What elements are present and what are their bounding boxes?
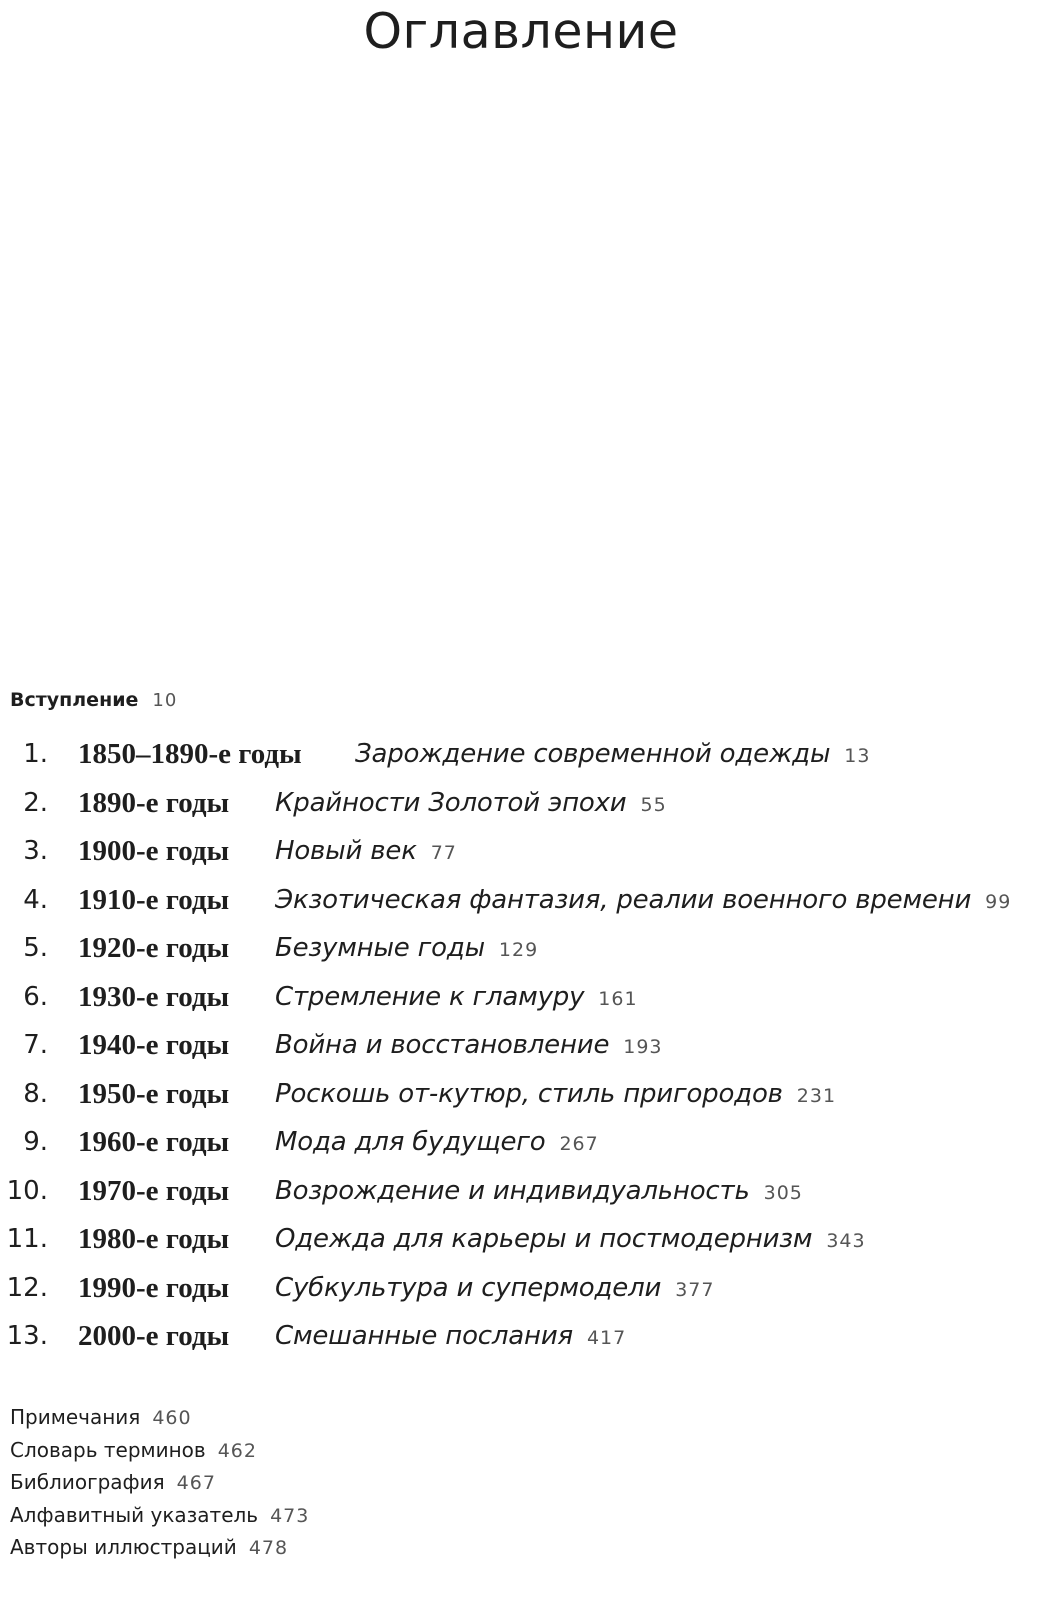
backmatter-label: Алфавитный указатель: [10, 1502, 259, 1527]
chapter-decade: 1920-е годы: [78, 932, 230, 964]
toc-entry-index[interactable]: [10, 1502, 309, 1535]
toc-entry-glossary[interactable]: [10, 1437, 309, 1470]
chapter-page-number: 13: [844, 745, 871, 767]
chapter-title: Новый век: [275, 836, 417, 866]
backmatter-page-number: 478: [248, 1537, 289, 1559]
chapter-number: 1.: [23, 739, 48, 769]
chapter-item[interactable]: [0, 829, 1042, 878]
backmatter-label: Словарь терминов: [10, 1437, 206, 1462]
chapter-number: 12.: [6, 1272, 48, 1303]
chapter-title: Мода для будущего: [275, 1127, 546, 1157]
chapter-title: Возрождение и индивидуальность: [275, 1175, 750, 1206]
chapter-item[interactable]: [0, 1120, 1042, 1169]
toc-entry-picture-credits[interactable]: [10, 1534, 309, 1567]
backmatter-page-number: 460: [152, 1407, 192, 1429]
chapter-title: Экзотическая фантазия, реалии военного времени: [275, 884, 972, 915]
chapter-item[interactable]: [0, 1023, 1042, 1072]
chapter-page-number: 161: [598, 987, 638, 1010]
chapter-title: Субкультура и супермодели: [275, 1272, 662, 1303]
chapter-number: 8.: [23, 1078, 48, 1109]
chapter-title: Безумные годы: [275, 933, 485, 963]
chapter-page-number: 377: [675, 1278, 715, 1301]
chapter-number: 6.: [23, 981, 48, 1012]
chapter-decade: 1930-е годы: [78, 980, 230, 1013]
chapter-page-number: 343: [826, 1230, 866, 1252]
chapter-item[interactable]: [0, 781, 1042, 830]
backmatter-page-number: 473: [270, 1504, 310, 1527]
chapter-title: Стремление к гламуру: [275, 981, 585, 1012]
chapter-title: Зарождение современной одежды: [355, 739, 831, 769]
chapter-title: Война и восстановление: [275, 1030, 610, 1060]
backmatter-page-number: 462: [217, 1439, 257, 1462]
chapter-decade: 1890-е годы: [78, 786, 230, 819]
chapter-page-number: 99: [985, 890, 1012, 913]
chapter-page-number: 231: [796, 1084, 837, 1107]
chapter-item[interactable]: [0, 732, 1042, 781]
intro-label: Вступление: [10, 689, 139, 711]
chapter-number: 9.: [23, 1127, 48, 1157]
toc-entry-bibliography[interactable]: [10, 1469, 309, 1502]
chapter-number: 2.: [23, 787, 48, 818]
chapter-decade: 2000-е годы: [78, 1320, 230, 1352]
chapter-item[interactable]: [0, 1217, 1042, 1266]
chapter-title: Крайности Золотой эпохи: [275, 787, 627, 818]
chapter-decade: 1900-е годы: [78, 835, 230, 867]
chapter-item[interactable]: [0, 1169, 1042, 1218]
intro-page-number: 10: [152, 690, 178, 711]
chapter-decade: 1970-е годы: [78, 1174, 230, 1207]
backmatter-list: [10, 1404, 309, 1567]
chapter-title: Одежда для карьеры и постмодернизм: [275, 1224, 813, 1254]
chapter-number: 4.: [23, 884, 48, 915]
chapter-number: 11.: [6, 1224, 48, 1254]
chapter-number: 3.: [23, 836, 48, 866]
chapter-page-number: 77: [430, 842, 457, 864]
backmatter-label: Примечания: [10, 1405, 141, 1429]
chapter-item[interactable]: [0, 1314, 1042, 1363]
chapter-page-number: 129: [498, 939, 539, 961]
chapter-decade: 1980-е годы: [78, 1223, 230, 1255]
chapter-list: [0, 732, 1042, 1363]
chapter-number: 5.: [23, 933, 48, 963]
chapter-decade: 1990-е годы: [78, 1271, 230, 1304]
chapter-decade: 1850–1890-е годы: [78, 738, 302, 770]
chapter-page-number: 305: [763, 1181, 803, 1204]
backmatter-page-number: 467: [176, 1472, 216, 1494]
page-title: Оглавление: [363, 3, 679, 60]
backmatter-label: Библиография: [10, 1470, 165, 1494]
chapter-decade: 1940-е годы: [78, 1029, 230, 1061]
chapter-decade: 1950-е годы: [78, 1077, 230, 1110]
chapter-item[interactable]: [0, 1266, 1042, 1315]
chapter-page-number: 267: [559, 1133, 599, 1155]
chapter-page-number: 193: [623, 1036, 663, 1058]
chapter-item[interactable]: [0, 926, 1042, 975]
chapter-number: 13.: [6, 1321, 48, 1351]
backmatter-label: Авторы иллюстраций: [10, 1535, 237, 1559]
chapter-item[interactable]: [0, 975, 1042, 1024]
chapter-title: Смешанные послания: [275, 1321, 573, 1351]
chapter-decade: 1910-е годы: [78, 883, 230, 916]
toc-entry-notes[interactable]: [10, 1404, 309, 1437]
chapter-item[interactable]: [0, 878, 1042, 927]
chapter-title: Роскошь от-кутюр, стиль пригородов: [275, 1078, 783, 1109]
toc-entry-introduction[interactable]: [10, 688, 177, 713]
chapter-page-number: 417: [586, 1327, 627, 1349]
chapter-decade: 1960-е годы: [78, 1126, 230, 1158]
chapter-number: 10.: [6, 1175, 48, 1206]
chapter-number: 7.: [23, 1030, 48, 1060]
chapter-page-number: 55: [640, 793, 667, 816]
chapter-item[interactable]: [0, 1072, 1042, 1121]
